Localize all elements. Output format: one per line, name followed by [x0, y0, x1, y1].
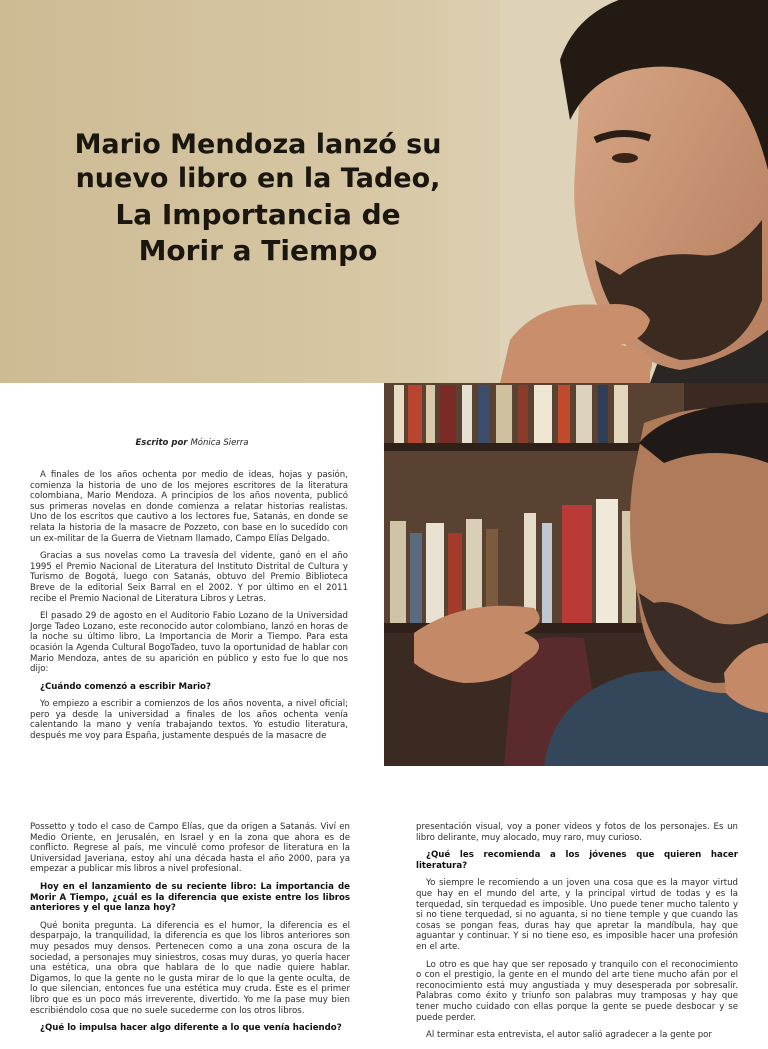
byline-prefix: Escrito por [135, 438, 188, 448]
title-line-2: nuevo libro en la Tadeo, [75, 163, 441, 194]
paragraph: Yo siempre le recomiendo a un joven una cosa que es la mayor virtud que hay en el mundo del arte, y la principal virtud de todas y es la terquedad, sin terquedad es imposible. Uno puede tener mucho talento y si no tiene terquedad, si no aguanta, si no tiene temple y que cuando las cosas se pongan feas, duras hay que apretar la mandíbula, hay que aguantar y continuar. Y si no tiene eso, es imposible hacer una profesión en el arte. [416, 878, 738, 952]
article-column-2 [30, 822, 350, 1042]
title-line-3: La Importancia de [115, 198, 401, 231]
interview-question: Hoy en el lanzamiento de su reciente libro: La importancia de Morir A Tiempo, ¿cuál es la diferencia que existe entre los libros anteriores y el que lanza hoy? [30, 881, 350, 914]
paragraph: presentación visual, voy a poner videos y fotos de los personajes. Es un libro delirante, muy alocado, muy raro, muy curioso. [416, 822, 738, 843]
article-column-1 [30, 470, 348, 749]
paragraph: Qué bonita pregunta. La diferencia es el humor, la diferencia es el desparpajo, la tranquilidad, la diferencia es que los libros anteriores son muy pesados muy densos. Pertenecen como a una zona oscura de la sociedad, a personajes muy siniestros, cosas muy duras, yo quería hacer una estética, una obra que hablara de lo que nadie quiere hablar. Digamos, lo que la gente no le gusta mirar de lo que la gente oculta, de lo que silencian, entonces fue una estética muy cruda. Este es el primer libro que es un poco más irreverente, divertido. Yo me la pase muy bien escribiéndolo cosa que no suele sucederme con los otros libros. [30, 920, 350, 1016]
paragraph: Lo otro es que hay que ser reposado y tranquilo con el reconocimiento o con el prestigio, la gente en el mundo del arte tiene mucho afán por el reconocimiento está muy angustiada y muy desesperada por sobresalir. Palabras como éxito y triunfo son palabras muy tramposas y hay que tener mucho cuidado con ellas porque la gente se puede desbocar y se puede perder. [416, 959, 738, 1023]
title-line-1: Mario Mendoza lanzó su [74, 129, 442, 160]
paragraph: Possetto y todo el caso de Campo Elías, que da origen a Satanás. Viví en Medio Oriente, en Jerusalén, en Israel y en la zona que ahora es de conflicto. Regrese al país, me vinculé como profesor de literatura en la Universidad Javeriana, estoy ahí una década hasta el año 2000, para ya empezar a publicar mis libros a nivel profesional. [30, 822, 350, 875]
paragraph: El pasado 29 de agosto en el Auditorio Fabio Lozano de la Universidad Jorge Tadeo Lozano, este reconocido autor colombiano, lanzó en horas de la noche su último libro, La Importancia de Morir a Tiempo. Para esta ocasión la Agenda Cultural BogoTadeo, tuvo la oportunidad de hablar con Mario Mendoza, antes de su aparición en público y esto fue lo que nos dijo: [30, 611, 348, 675]
article-column-3 [416, 822, 738, 1049]
interview-question: ¿Qué les recomienda a los jóvenes que quieren hacer literatura? [416, 850, 738, 871]
title-line-4: Morir a Tiempo [138, 234, 378, 267]
article-title [48, 128, 468, 268]
paragraph: Al terminar esta entrevista, el autor salió agradecer a la gente por [426, 1030, 712, 1041]
interview-question: ¿Cuándo comenzó a escribir Mario? [40, 681, 211, 692]
paragraph: Gracias a sus novelas como La travesía del vidente, ganó en el año 1995 el Premio Nacional de Literatura del Instituto Distrital de Cultura y Turismo de Bogotá, luego con Satanás, obtuvo del Premio Biblioteca Breve de la editorial Seix Barral en el 2002. Y por último en el 2011 recibe el Premio Nacional de Literatura Libros y Letras. [30, 551, 348, 604]
author-portrait-photo [500, 0, 768, 383]
header-banner [0, 0, 768, 383]
paragraph: A finales de los años ochenta por medio de ideas, hojas y pasión, comienza la historia de uno de los mejores escritores de la literatura colombiana, Mario Mendoza. A principios de los años noventa, publicó sus primeras novelas en donde comienza a relatar historias realistas. Uno de los escritos que cautivo a los lectores fue, Satanás, en donde se relata la historia de la masacre de Pozzeto, con base en lo sucedido con un ex-militar de la Guerra de Vietnam llamado, Campo Elías Delgado. [30, 470, 348, 544]
byline-author: Mónica Sierra [190, 438, 249, 448]
paragraph: Yo empiezo a escribir a comienzos de los años noventa, a nivel oficial; pero ya desde la universidad a finales de los años ochenta venía calentando la mano y venía trabajando textos. Yo estudio literatura, después me voy para España, justamente después de la masacre de [30, 699, 348, 742]
byline [0, 438, 384, 448]
interview-question: ¿Qué lo impulsa hacer algo diferente a lo que venía haciendo? [40, 1023, 342, 1034]
author-interview-photo [384, 383, 768, 766]
